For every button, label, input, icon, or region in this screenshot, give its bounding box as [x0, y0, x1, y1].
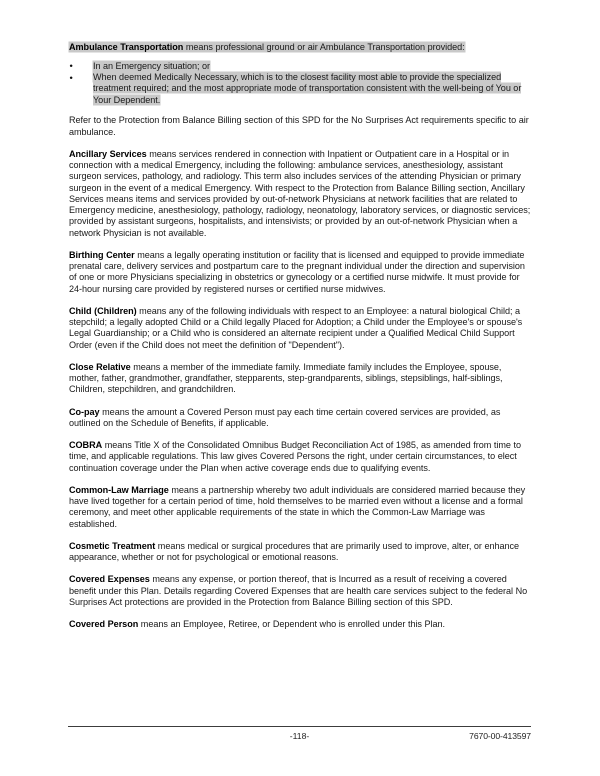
- definition-term: Cosmetic Treatment: [69, 540, 156, 551]
- footer-row: [68, 731, 531, 747]
- definition-birthing-center: [69, 250, 531, 295]
- list-item-text: In an Emergency situation; or: [93, 60, 210, 71]
- definition-body: means medical or surgical procedures that are primarily used to improve, alter, or enhance appearance, whether or not for psychological or emotional reasons.: [69, 540, 520, 562]
- footer-document-code: 7670-00-413597: [469, 731, 531, 741]
- page-footer: [68, 726, 531, 747]
- definition-ambulance-transportation: [69, 42, 531, 53]
- list-item-text: When deemed Medically Necessary, which is to the closest facility most able to provide the specialized treatment required; and the most appropriate mode of transportation consistent with the well-being of You or Your Dependent.: [93, 72, 522, 105]
- list-item: [69, 72, 531, 106]
- definition-child-children: [69, 306, 531, 351]
- definition-body: means a legally operating institution or facility that is licensed and equipped to provide immediate prenatal care, delivery services and postpartum care to the pregnant individual under the direction and supervision of one or more Physicians specializing in obstetrics or gynecology or a certified nurse midwife. It must provide for 24-hour nursing care provided by registered nurses or certified nurse midwives.: [69, 249, 525, 294]
- definition-body: means any of the following individuals with respect to an Employee: a natural biological Child; a stepchild; a legally adopted Child or a Child legally Placed for Adoption; a Child under the Employee's or spouse's Legal Guardianship; or a Child who is considered an alternate recipient under a Qualified Medical Child Support Order (even if the Child does not meet the definition of "Dependent").: [69, 305, 523, 350]
- definition-lead-text: means professional ground or air Ambulance Transportation provided:: [183, 42, 465, 52]
- definition-term: Covered Expenses: [69, 574, 150, 585]
- definition-cosmetic-treatment: [69, 541, 531, 564]
- paragraph-text: Refer to the Protection from Balance Billing section of this SPD for the No Surprises Act requirements specific to air ambulance.: [69, 115, 529, 137]
- definition-term: Birthing Center: [69, 249, 135, 260]
- definition-air-ambulance-note: [69, 115, 531, 138]
- definition-body: means a partnership whereby two adult individuals are considered married because they have lived together for a certain period of time, hold themselves to be married even without a license and a formal ceremony, and meet other applicable requirements of the state in which the Common-Law Marriage was established.: [69, 484, 526, 529]
- ambulance-transportation-bullets: [69, 61, 531, 106]
- definition-cobra: [69, 440, 531, 474]
- definition-term: Child (Children): [69, 305, 137, 316]
- footer-page-number: -118-: [289, 731, 310, 741]
- definition-body: means services rendered in connection with Inpatient or Outpatient care in a Hospital or in connection with a medical Emergency, including the following: ambulance services, anesthesiology, assistant surgeon services, pathology, and radiology. This term also includes services of the attending Physician or primary surgeon in the event of a medical Emergency. With respect to the Protection from Balance Billing section, Ancillary Services means items and services provided by out-of-network Physicians at network facilities that are related to Emergency medicine, anesthesiology, pathology, radiology, neonatology, laboratory services, or diagnostic services; provided by assistant surgeons, hospitalists, and intensivists; or provided by an out-of-network Physician when a network Physician is not available.: [69, 148, 531, 238]
- definition-co-pay: [69, 407, 531, 430]
- definition-term: Close Relative: [69, 361, 131, 372]
- definition-covered-expenses: [69, 574, 531, 608]
- definition-body: means a member of the immediate family. Immediate family includes the Employee, spouse, mother, father, grandmother, grandfather, stepparents, step-grandparents, siblings, stepsiblings, half-siblings, Children, stepchildren, and grandchildren.: [69, 361, 503, 395]
- definition-term: Common-Law Marriage: [69, 484, 169, 495]
- definition-term: Co-pay: [69, 406, 100, 417]
- definition-term: Ambulance Transportation: [69, 42, 184, 52]
- definition-covered-person: [69, 619, 531, 630]
- definition-close-relative: [69, 362, 531, 396]
- definition-body: means an Employee, Retiree, or Dependent who is enrolled under this Plan.: [138, 619, 446, 629]
- definition-term: COBRA: [69, 440, 103, 450]
- footer-divider: [68, 726, 531, 727]
- page-body: [69, 42, 531, 640]
- list-item: [69, 61, 531, 72]
- definition-body: means Title X of the Consolidated Omnibus Budget Reconciliation Act of 1985, as amended from time to time, and applicable regulations. This law gives Covered Persons the right, under certain circumstances, to elect continuation coverage under the Plan when active coverage ends due to qualifying events.: [69, 440, 521, 473]
- definition-common-law-marriage: [69, 485, 531, 530]
- definition-term: Ancillary Services: [69, 148, 147, 159]
- definition-body: means the amount a Covered Person must pay each time certain covered services are provided, as outlined on the Schedule of Benefits, if applicable.: [69, 406, 501, 428]
- definition-ancillary-services: [69, 149, 531, 239]
- definition-term: Covered Person: [69, 619, 139, 629]
- definition-body: means any expense, or portion thereof, that is Incurred as a result of receiving a covered benefit under this Plan. Details regarding Covered Expenses that are health care services subject to the federal No Surprises Act protections are provided in the Protection from Balance Billing section of this SPD.: [69, 574, 528, 607]
